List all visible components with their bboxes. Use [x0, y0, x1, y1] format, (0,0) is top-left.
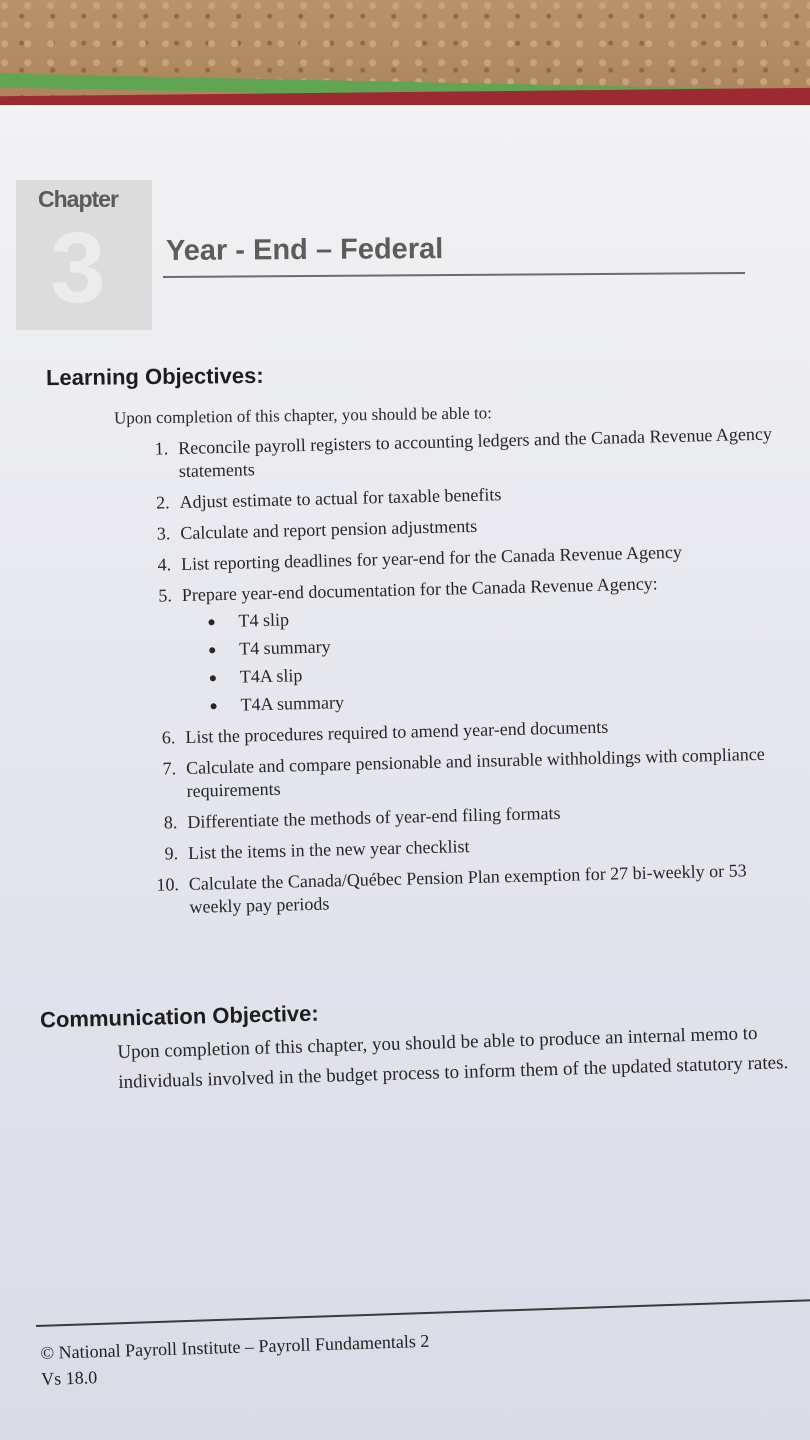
list-item: 5. Prepare year-end documentation for the Canada Revenue Agency: T4 slip T4 summary T4A slip T4A summary	[144, 569, 787, 719]
footer-version: Vs 18.0	[40, 1367, 98, 1389]
list-item: 3. Calculate and report pension adjustments	[156, 515, 478, 544]
list-item: 9. List the items in the new year checklist	[164, 836, 470, 864]
sub-list-item: T4 summary	[209, 624, 785, 661]
sub-list-item: T4A summary	[210, 680, 786, 717]
list-item: 10. Calculate the Canada/Québec Pension Plan exemption for 27 bi-weekly or 53 weekly pay periods	[156, 860, 747, 917]
communication-objective-heading: Communication Objective:	[39, 1000, 319, 1033]
footer-copyright: © National Payroll Institute – Payroll Fundamentals 2	[40, 1330, 430, 1363]
chapter-title: Year - End – Federal	[165, 233, 444, 267]
objectives-list	[140, 422, 792, 927]
sub-list-item: T4 slip	[208, 596, 784, 633]
list-item: 2. Adjust estimate to actual for taxable benefits	[155, 484, 502, 513]
chapter-label: Chapter	[38, 186, 118, 212]
list-item: 7. Calculate and compare pensionable and insurable withholdings with compliance requirements	[162, 743, 765, 801]
list-item: 1. Reconcile payroll registers to accounting ledgers and the Canada Revenue Agency statements	[154, 423, 773, 482]
communication-text: Upon completion of this chapter, you should be able to produce an internal memo to individuals involved in the budget process to inform them of the updated statutory rates.	[117, 1023, 789, 1093]
list-item: 4. List reporting deadlines for year-end for the Canada Revenue Agency	[157, 541, 683, 575]
sub-list-item: T4A slip	[210, 652, 786, 689]
list-item: 8. Differentiate the methods of year-end filing formats	[163, 802, 561, 833]
sub-list	[208, 596, 786, 717]
learning-intro: Upon completion of this chapter, you should be able to:	[113, 403, 493, 428]
chapter-number: 3	[50, 212, 106, 324]
learning-objectives-heading: Learning Objectives:	[45, 362, 264, 391]
list-item: 6. List the procedures required to amend year-end documents	[161, 716, 609, 748]
